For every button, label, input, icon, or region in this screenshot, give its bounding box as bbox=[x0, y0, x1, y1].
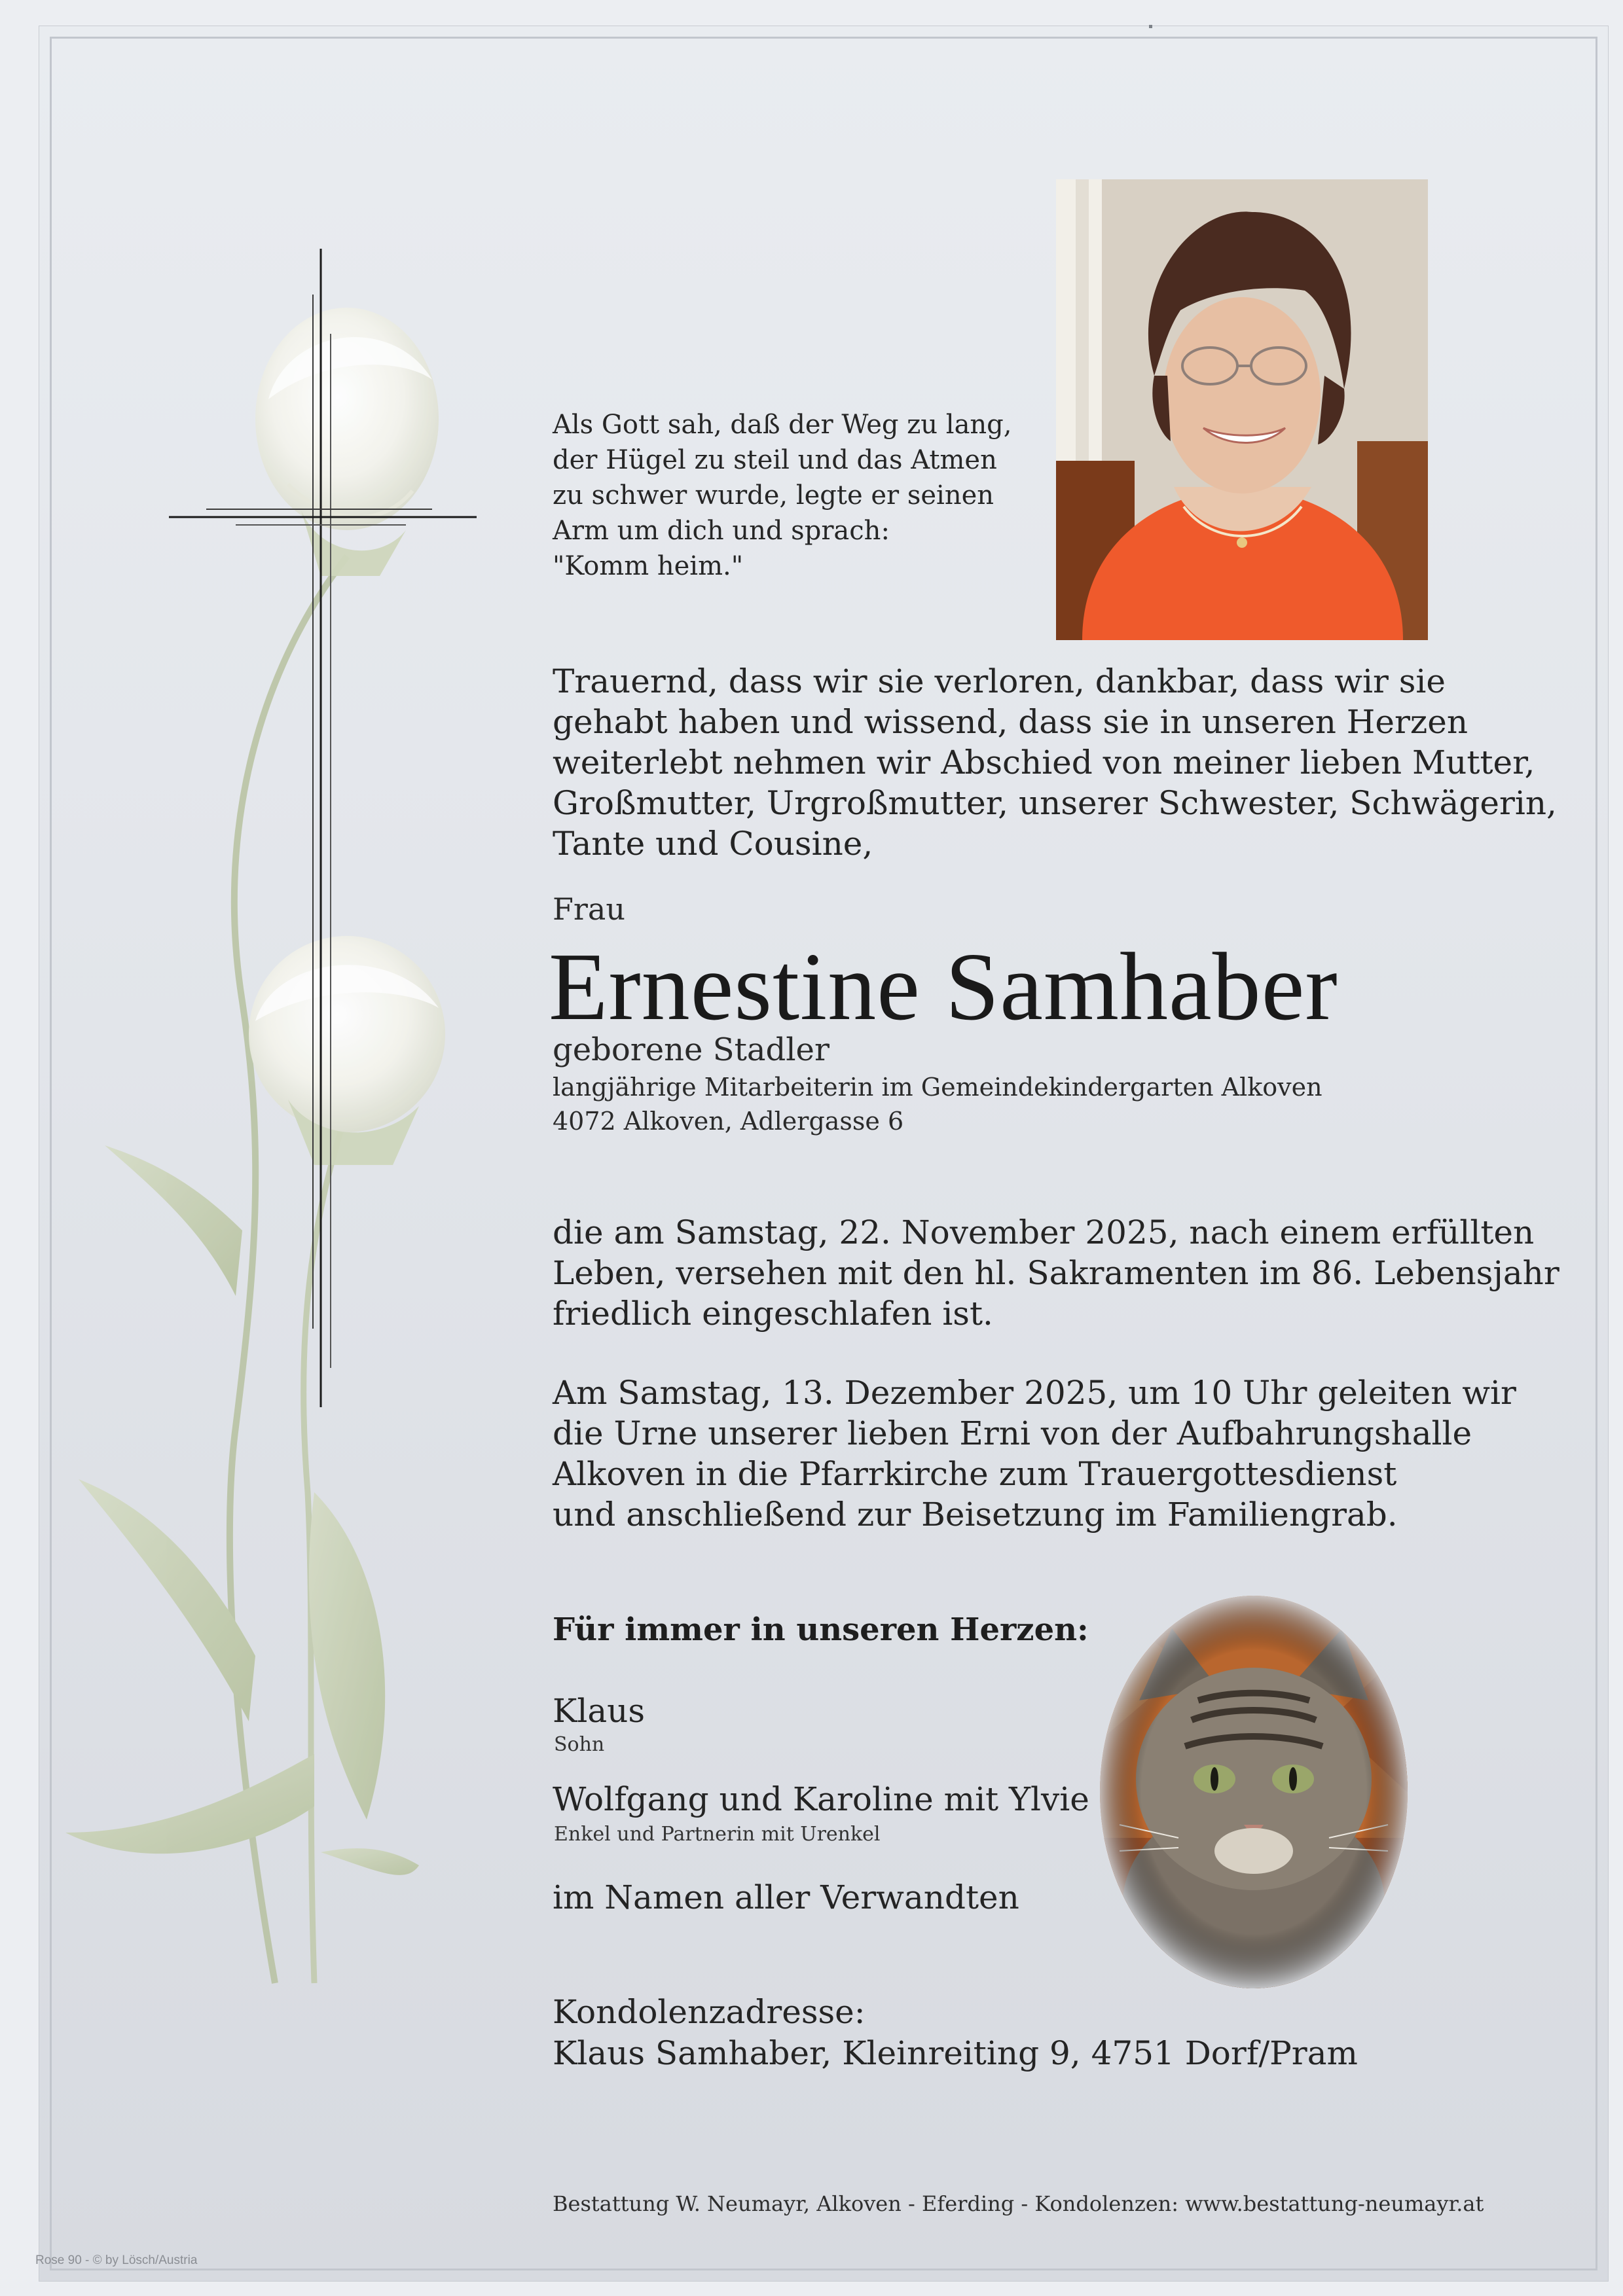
mourner-relation: Sohn bbox=[554, 1733, 605, 1756]
salutation: Frau bbox=[553, 891, 625, 927]
portrait-photo bbox=[1056, 179, 1428, 640]
deceased-name: Ernestine Samhaber bbox=[549, 933, 1338, 1041]
ceremony-line: Alkoven in die Pfarrkirche zum Trauergottesdienst bbox=[553, 1455, 1397, 1493]
ceremony-line: und anschließend zur Beisetzung im Familiengrab. bbox=[553, 1496, 1398, 1534]
poem bbox=[553, 407, 1012, 584]
condolence-address: Klaus Samhaber, Kleinreiting 9, 4751 Dorf/Pram bbox=[553, 2034, 1358, 2072]
poem-line: "Komm heim." bbox=[553, 551, 744, 581]
rose-cross-decoration bbox=[39, 249, 511, 2016]
rose-stems bbox=[65, 556, 419, 1983]
death-paragraph bbox=[553, 1212, 1559, 1334]
portrait-image bbox=[1056, 179, 1428, 640]
mourners-closing: im Namen aller Verwandten bbox=[553, 1878, 1019, 1916]
intro-line: gehabt haben und wissend, dass sie in unseren Herzen bbox=[553, 703, 1468, 741]
mourner-relation: Enkel und Partnerin mit Urenkel bbox=[554, 1823, 881, 1846]
template-credit: Rose 90 - © by Lösch/Austria bbox=[35, 2253, 198, 2267]
ceremony-paragraph bbox=[553, 1372, 1516, 1535]
intro-line: Trauernd, dass wir sie verloren, dankbar, dass wir sie bbox=[553, 662, 1446, 700]
ceremony-line: die Urne unserer lieben Erni von der Aufbahrungshalle bbox=[553, 1414, 1472, 1452]
address: 4072 Alkoven, Adlergasse 6 bbox=[553, 1107, 904, 1136]
poem-line: Als Gott sah, daß der Weg zu lang, bbox=[553, 410, 1012, 440]
mourner-name: Wolfgang und Karoline mit Ylvie bbox=[553, 1780, 1089, 1818]
intro-line: Tante und Cousine, bbox=[553, 825, 873, 863]
condolence-label: Kondolenzadresse: bbox=[553, 1993, 866, 2031]
poem-line: zu schwer wurde, legte er seinen bbox=[553, 480, 994, 511]
death-line: Leben, versehen mit den hl. Sakramenten im 86. Lebensjahr bbox=[553, 1254, 1559, 1292]
footer-undertaker: Bestattung W. Neumayr, Alkoven - Eferding - Kondolenzen: www.bestattung-neumayr.at bbox=[553, 2191, 1484, 2216]
scan-mark bbox=[1149, 25, 1152, 28]
death-line: die am Samstag, 22. November 2025, nach einem erfüllten bbox=[553, 1213, 1535, 1251]
birth-name: geborene Stadler bbox=[553, 1031, 830, 1068]
poem-line: der Hügel zu steil und das Atmen bbox=[553, 445, 997, 475]
occupation: langjährige Mitarbeiterin im Gemeindekindergarten Alkoven bbox=[553, 1073, 1322, 1102]
death-line: friedlich eingeschlafen ist. bbox=[553, 1295, 993, 1333]
cat-photo bbox=[1093, 1589, 1414, 1995]
white-rose-top bbox=[255, 308, 439, 576]
deceased-details bbox=[553, 1070, 1322, 1138]
white-rose-bottom bbox=[249, 936, 445, 1165]
mourner-name: Klaus bbox=[553, 1692, 646, 1730]
intro-line: weiterlebt nehmen wir Abschied von meiner lieben Mutter, bbox=[553, 744, 1535, 781]
mourners-heading: Für immer in unseren Herzen: bbox=[553, 1611, 1089, 1648]
poem-line: Arm um dich und sprach: bbox=[553, 516, 890, 546]
intro-line: Großmutter, Urgroßmutter, unserer Schwester, Schwägerin, bbox=[553, 784, 1557, 822]
ceremony-line: Am Samstag, 13. Dezember 2025, um 10 Uhr geleiten wir bbox=[553, 1374, 1516, 1412]
intro-paragraph bbox=[553, 661, 1557, 864]
